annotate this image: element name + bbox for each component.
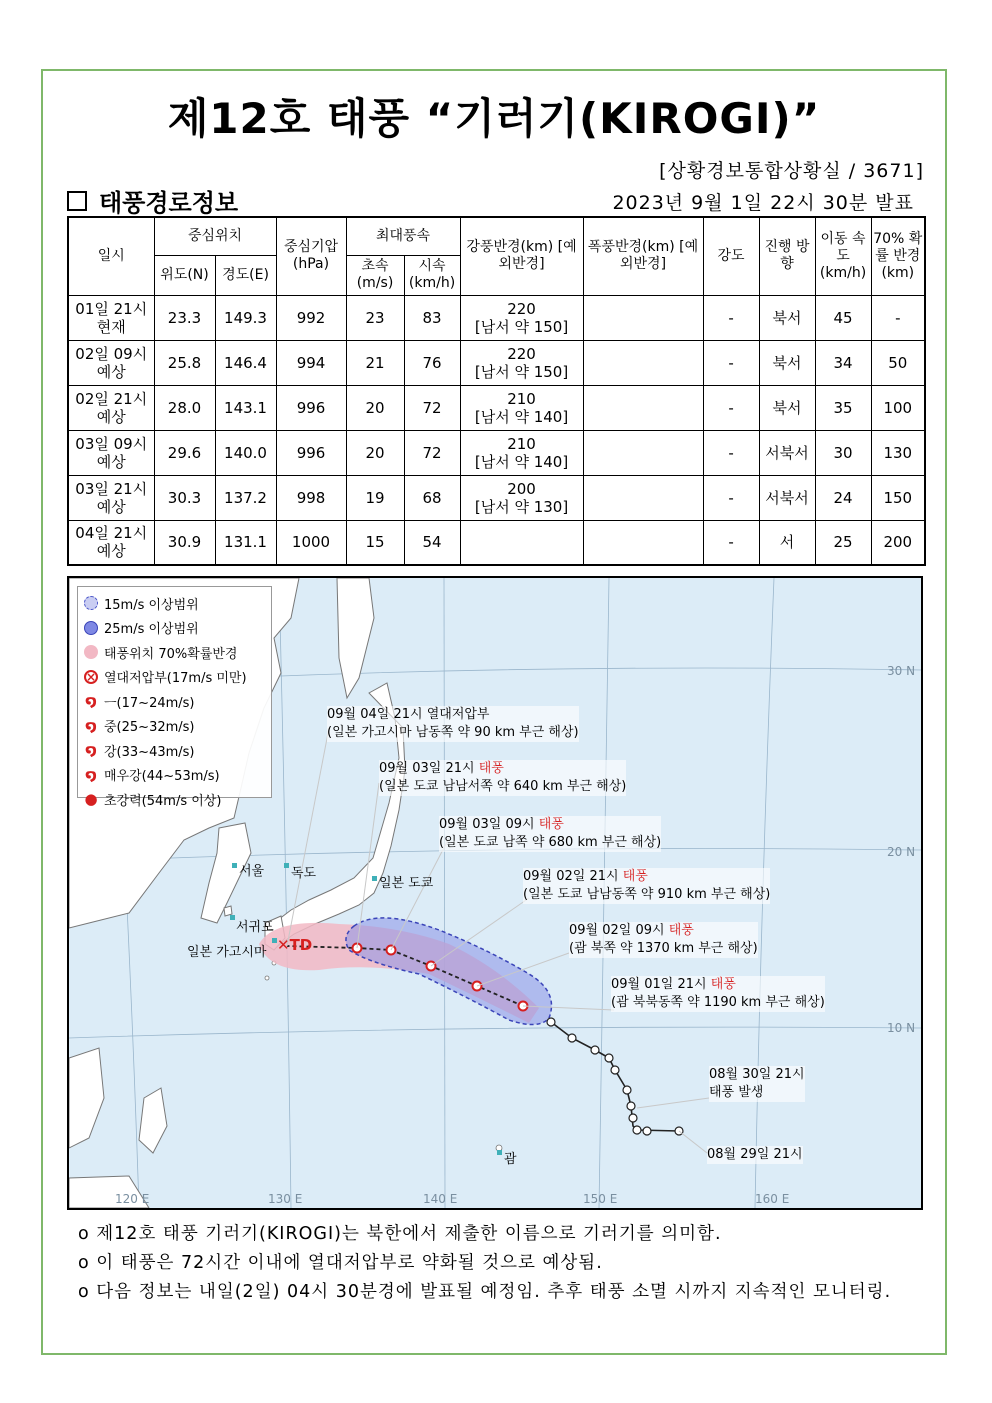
cell-datetime: 03일 21시 예상: [68, 475, 154, 520]
cell-storm-radius: [583, 520, 703, 565]
legend-label: 중(25~32m/s): [104, 720, 195, 736]
typhoon-weak-icon: ໑: [85, 692, 97, 711]
cell-lon: 143.1: [215, 385, 276, 430]
checkbox-icon: [67, 191, 87, 211]
cell-gale-radius: [460, 520, 583, 565]
header-lon: 경도(E): [215, 255, 276, 295]
typhoon-track-table: [67, 216, 926, 566]
cell-wind-kmh: 76: [404, 340, 460, 385]
cell-direction: 북서: [759, 295, 815, 340]
cell-direction: 북서: [759, 340, 815, 385]
annotation: 08월 29일 21시: [707, 1147, 803, 1162]
place-guam: 괌: [504, 1152, 517, 1167]
cell-speed: 45: [815, 295, 871, 340]
cell-speed: 34: [815, 340, 871, 385]
cell-wind-ms: 15: [346, 520, 404, 565]
cell-intensity: -: [703, 295, 759, 340]
cell-storm-radius: [583, 295, 703, 340]
legend-label: 태풍위치 70%확률반경: [104, 646, 238, 662]
cell-lat: 30.9: [154, 520, 215, 565]
legend-label: ㅡ(17~24m/s): [104, 695, 195, 711]
legend-label: 초강력(54m/s 이상): [104, 793, 222, 809]
place-seoul: 서울: [239, 864, 265, 879]
section-heading: [67, 183, 238, 218]
header-max-wind: 최대풍속: [346, 217, 460, 255]
legend-label: 25m/s 이상범위: [104, 622, 199, 638]
cell-wind-kmh: 83: [404, 295, 460, 340]
cell-speed: 24: [815, 475, 871, 520]
place-seogwipo: 서귀포: [236, 920, 274, 935]
cell-pressure: 1000: [276, 520, 346, 565]
cell-pressure: 992: [276, 295, 346, 340]
cell-wind-kmh: 72: [404, 430, 460, 475]
header-direction: 진행 방향: [759, 217, 815, 295]
cell-intensity: -: [703, 385, 759, 430]
cell-pressure: 996: [276, 430, 346, 475]
cell-lon: 140.0: [215, 430, 276, 475]
header-intensity: 강도: [703, 217, 759, 295]
typhoon-track-map: [67, 576, 923, 1210]
header-ms: 초속 (m/s): [346, 255, 404, 295]
page-title: 제12호 태풍 “기러기(KIROGI)”: [167, 94, 821, 143]
cell-speed: 25: [815, 520, 871, 565]
typhoon-super-icon: ●: [84, 790, 98, 809]
header-gale-radius: 강풍반경(km) [예외반경]: [460, 217, 583, 295]
cell-gale-radius: 220 [남서 약 150]: [460, 340, 583, 385]
legend-label: 15m/s 이상범위: [104, 597, 199, 613]
cell-gale-radius: 210 [남서 약 140]: [460, 385, 583, 430]
lon-label: 120 E: [115, 1192, 150, 1206]
cell-direction: 서북서: [759, 475, 815, 520]
cell-prob-radius: 50: [871, 340, 925, 385]
annotation: 09월 01일 21시 태풍 (괌 북북동쪽 약 1190 km 부근 해상): [611, 977, 825, 1010]
table-row: [68, 520, 925, 565]
past-track-points: [547, 1018, 683, 1135]
cell-prob-radius: 100: [871, 385, 925, 430]
cell-lon: 137.2: [215, 475, 276, 520]
cell-datetime: 04일 21시 예상: [68, 520, 154, 565]
legend-item: [84, 665, 265, 690]
legend-item: [84, 787, 265, 812]
lat-label: 20 N: [887, 845, 916, 859]
annotation: 08월 30일 21시 태풍 발생: [709, 1067, 805, 1100]
td-marker: ✕TD: [277, 936, 313, 954]
cell-datetime: 03일 09시 예상: [68, 430, 154, 475]
legend-label: 강(33~43m/s): [104, 744, 195, 760]
cell-prob-radius: -: [871, 295, 925, 340]
typhoon-very-strong-icon: ໑: [85, 765, 97, 784]
table-row: [68, 340, 925, 385]
note-line: o 다음 정보는 내일(2일) 04시 30분경에 발표될 예정임. 추후 태풍 소멸 시까지 지속적인 모니터링.: [78, 1282, 892, 1302]
lon-label: 140 E: [423, 1192, 458, 1206]
legend-item: [84, 616, 265, 641]
cell-lat: 23.3: [154, 295, 215, 340]
place-tokyo: 일본 도쿄: [379, 876, 434, 891]
note-line: o 이 태풍은 72시간 이내에 열대저압부로 약화될 것으로 예상됨.: [78, 1253, 603, 1273]
legend-item: [84, 640, 265, 665]
lon-label: 150 E: [583, 1192, 618, 1206]
table-row: [68, 295, 925, 340]
note-line: o 제12호 태풍 기러기(KIROGI)는 북한에서 제출한 이름으로 기러기를 의미함.: [78, 1224, 722, 1244]
cell-prob-radius: 200: [871, 520, 925, 565]
typhoon-strong-icon: ໑: [85, 741, 97, 760]
cell-lat: 29.6: [154, 430, 215, 475]
cell-wind-ms: 20: [346, 385, 404, 430]
cell-datetime: 01일 21시 현재: [68, 295, 154, 340]
legend-item: [84, 714, 265, 739]
notes: [78, 1220, 891, 1307]
header-datetime: 일시: [68, 217, 154, 295]
cell-lon: 131.1: [215, 520, 276, 565]
wind-15-circle-icon: [84, 596, 98, 610]
cell-pressure: 998: [276, 475, 346, 520]
cell-wind-ms: 21: [346, 340, 404, 385]
tropical-depression-icon: ×: [86, 669, 97, 684]
header-center: 중심위치: [154, 217, 276, 255]
cell-storm-radius: [583, 430, 703, 475]
table-row: [68, 475, 925, 520]
annotation: 09월 03일 21시 태풍 (일본 도쿄 남남서쪽 약 640 km 부근 해상): [379, 761, 627, 794]
header-storm-radius: 폭풍반경(km) [예외반경]: [583, 217, 703, 295]
cell-lat: 28.0: [154, 385, 215, 430]
probability-70-icon: [84, 645, 98, 659]
cell-gale-radius: 200 [남서 약 130]: [460, 475, 583, 520]
cell-intensity: -: [703, 520, 759, 565]
lon-label: 130 E: [268, 1192, 303, 1206]
table-row: [68, 430, 925, 475]
lat-label: 30 N: [887, 664, 916, 678]
cell-storm-radius: [583, 340, 703, 385]
cell-storm-radius: [583, 475, 703, 520]
cell-wind-ms: 23: [346, 295, 404, 340]
cell-wind-kmh: 68: [404, 475, 460, 520]
section-title: 태풍경로정보: [99, 189, 239, 217]
legend-label: 열대저압부(17m/s 미만): [104, 671, 247, 687]
header-prob-radius: 70% 확률 반경 (km): [871, 217, 925, 295]
cell-datetime: 02일 21시 예상: [68, 385, 154, 430]
map-legend: [77, 586, 272, 809]
cell-datetime: 02일 09시 예상: [68, 340, 154, 385]
header-kmh: 시속 (km/h): [404, 255, 460, 295]
legend-item: [84, 738, 265, 763]
cell-direction: 서: [759, 520, 815, 565]
cell-gale-radius: 220 [남서 약 150]: [460, 295, 583, 340]
cell-wind-ms: 20: [346, 430, 404, 475]
cell-speed: 35: [815, 385, 871, 430]
wind-25-circle-icon: [84, 621, 98, 635]
cell-gale-radius: 210 [남서 약 140]: [460, 430, 583, 475]
issued-time: 2023년 9월 1일 22시 30분 발표: [612, 192, 914, 214]
annotation: 09월 03일 09시 태풍 (일본 도쿄 남쪽 약 680 km 부근 해상): [439, 817, 662, 850]
place-kagoshima: 일본 가고시마: [187, 945, 267, 960]
cell-direction: 북서: [759, 385, 815, 430]
cell-wind-ms: 19: [346, 475, 404, 520]
legend-item: [84, 689, 265, 714]
legend-label: 매우강(44~53m/s): [104, 769, 220, 785]
cell-pressure: 994: [276, 340, 346, 385]
cell-intensity: -: [703, 340, 759, 385]
annotation: 09월 04일 21시 열대저압부 (일본 가고시마 남동쪽 약 90 km 부근 해상): [327, 707, 579, 740]
cell-wind-kmh: 72: [404, 385, 460, 430]
place-dokdo: 독도: [291, 866, 317, 881]
header-lat: 위도(N): [154, 255, 215, 295]
cell-lon: 149.3: [215, 295, 276, 340]
table-row: [68, 385, 925, 430]
cell-direction: 서북서: [759, 430, 815, 475]
lon-label: 160 E: [755, 1192, 790, 1206]
lat-label: 10 N: [887, 1021, 916, 1035]
legend-item: [84, 763, 265, 788]
cell-intensity: -: [703, 430, 759, 475]
annotation: 09월 02일 21시 태풍 (일본 도쿄 남남동쪽 약 910 km 부근 해상): [523, 869, 771, 902]
typhoon-medium-icon: ໑: [85, 716, 97, 735]
place-markers: [230, 863, 502, 1155]
cell-wind-kmh: 54: [404, 520, 460, 565]
cell-prob-radius: 150: [871, 475, 925, 520]
cell-pressure: 996: [276, 385, 346, 430]
header-pressure: 중심기압 (hPa): [276, 217, 346, 295]
cell-storm-radius: [583, 385, 703, 430]
cell-speed: 30: [815, 430, 871, 475]
cell-prob-radius: 130: [871, 430, 925, 475]
cell-lon: 146.4: [215, 340, 276, 385]
cell-intensity: -: [703, 475, 759, 520]
cell-lat: 25.8: [154, 340, 215, 385]
legend-item: [84, 591, 265, 616]
issuing-office: [상황경보통합상황실 / 3671]: [659, 160, 924, 182]
header-speed: 이동 속도 (km/h): [815, 217, 871, 295]
annotation: 09월 02일 09시 태풍 (괌 북쪽 약 1370 km 부근 해상): [569, 923, 758, 956]
cell-lat: 30.3: [154, 475, 215, 520]
